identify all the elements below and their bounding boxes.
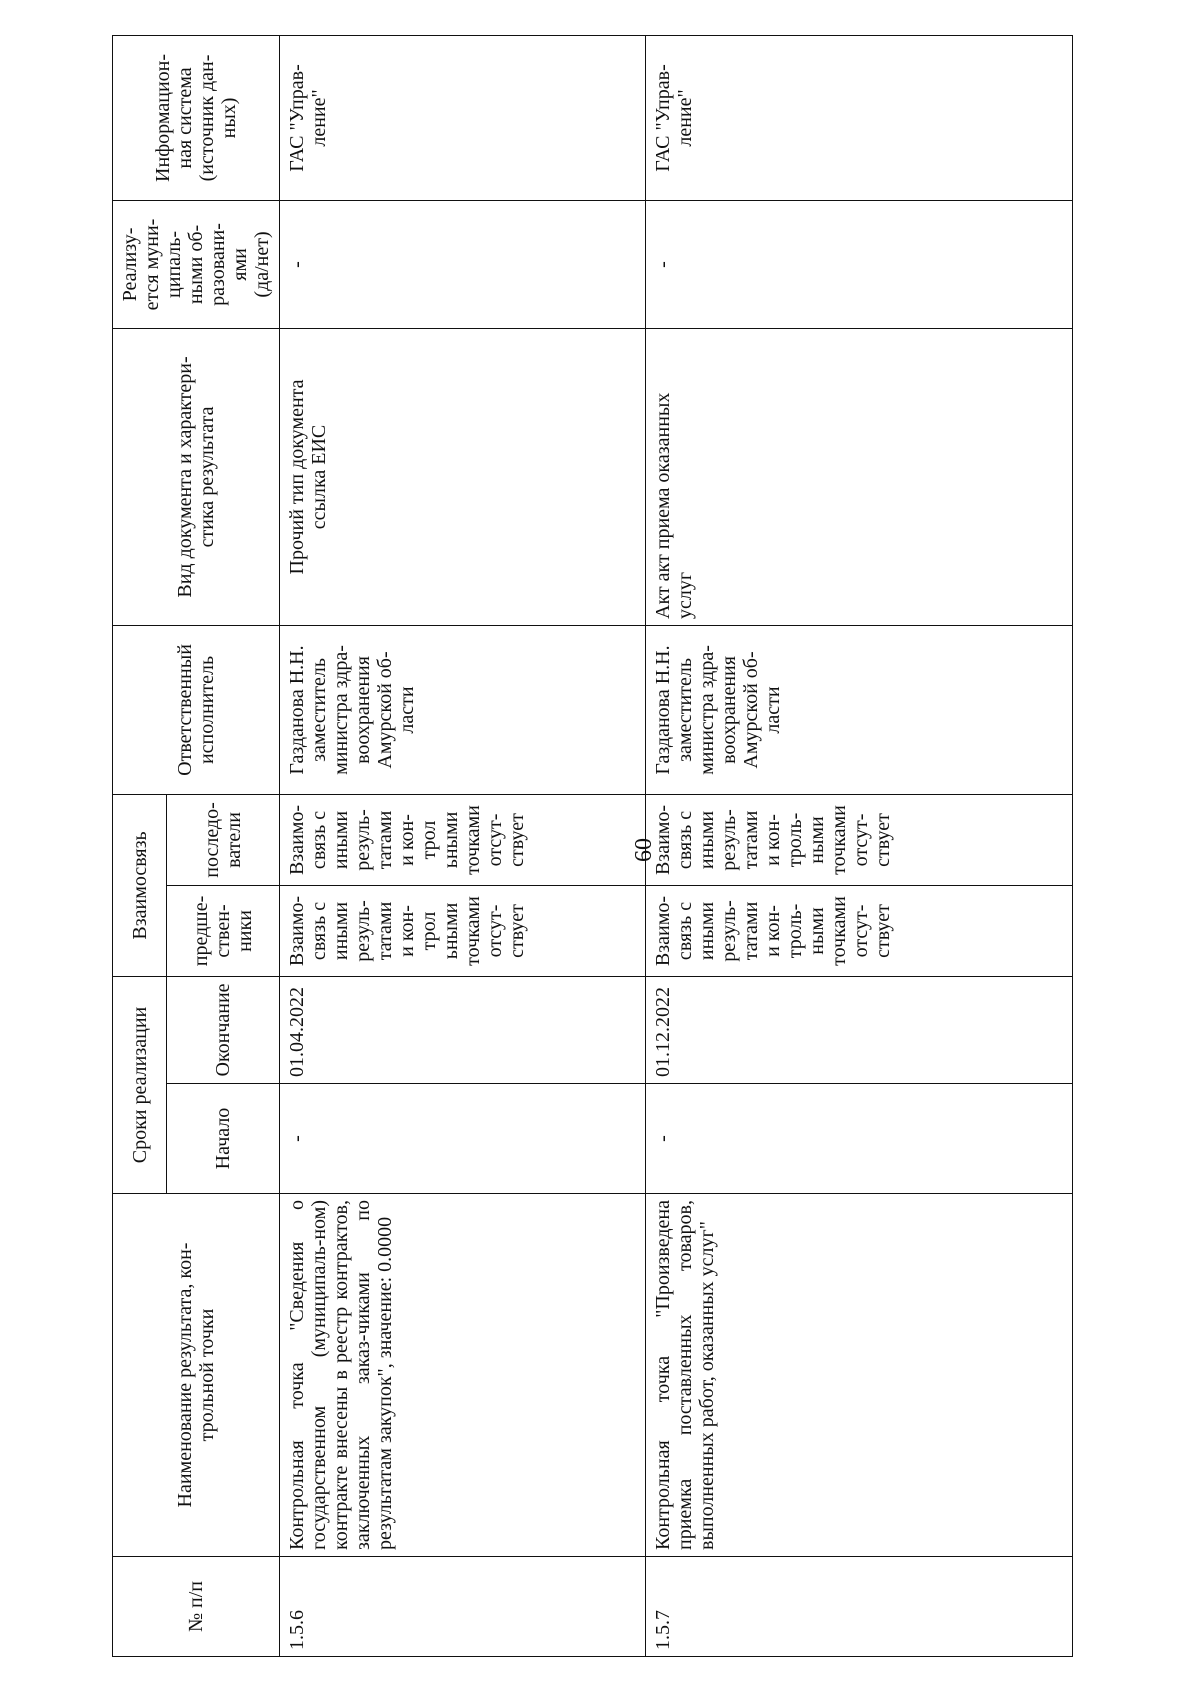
control-points-table	[112, 35, 1073, 1657]
header-start: Начало	[167, 1084, 280, 1194]
row-start: -	[646, 1084, 1073, 1194]
header-num: № п/п	[113, 1557, 280, 1657]
row-info-system: ГАС "Управ- ление"	[280, 35, 646, 200]
row-doc-type: Акт акт приема оказанных услуг	[646, 328, 1073, 625]
header-responsible: Ответственный исполнитель	[113, 625, 280, 794]
row-name: Контрольная точка "Произведена приемка поставленных товаров, выполненных работ, оказанных услуг"	[646, 1194, 1073, 1557]
row-doc-type: Прочий тип документа ссылка ЕИС	[280, 328, 646, 625]
header-successors: последо- ватели	[167, 794, 280, 885]
row-info-system: ГАС "Управ- ление"	[646, 35, 1073, 200]
row-predecessors: Взаимо- связь с иными резуль- татами и кон- троль- ными точками отсут- ствует	[646, 885, 1073, 976]
header-doc-type: Вид документа и характери- стика результата	[113, 328, 280, 625]
header-name: Наименование результата, кон- трольной точки	[113, 1194, 280, 1557]
row-end: 01.12.2022	[646, 976, 1073, 1083]
header-row-top	[113, 35, 167, 1656]
row-municipal: -	[280, 200, 646, 328]
row-num: 1.5.6	[280, 1557, 646, 1657]
row-name: Контрольная точка "Сведения о государственном (муниципаль-ном) контракте внесены в реестр контрактов, заключенных заказ-чиками по результатам закупок", значение: 0.0000	[280, 1194, 646, 1557]
row-end: 01.04.2022	[280, 976, 646, 1083]
table-row	[646, 35, 1073, 1656]
row-municipal: -	[646, 200, 1073, 328]
header-relation: Взаимосвязь	[113, 794, 167, 976]
page-number: 60	[631, 838, 657, 862]
header-end: Окончание	[167, 976, 280, 1083]
header-predecessors: предше- ствен- ники	[167, 885, 280, 976]
row-responsible: Газданова Н.Н. заместитель министра здра- воохранения Амурской об- ласти	[280, 625, 646, 794]
row-successors: Взаимо- связь с иными резуль- татами и кон- троль- ными точками отсут- ствует	[646, 794, 1073, 885]
header-info-system: Информацион- ная система (источник дан- ных)	[113, 35, 280, 200]
row-responsible: Газданова Н.Н. заместитель министра здра- воохранения Амурской об- ласти	[646, 625, 1073, 794]
row-num: 1.5.7	[646, 1557, 1073, 1657]
header-municipal: Реализу- ется муни- ципаль- ными об- разовани- ями (да/нет)	[113, 200, 280, 328]
table-row	[280, 35, 646, 1656]
row-start: -	[280, 1084, 646, 1194]
rotated-table-container	[112, 36, 1065, 1657]
row-predecessors: Взаимо- связь с иными резуль- татами и кон- трол ьными точками отсут- ствует	[280, 885, 646, 976]
row-successors: Взаимо- связь с иными резуль- татами и кон- трол ьными точками отсут- ствует	[280, 794, 646, 885]
header-terms: Сроки реализации	[113, 976, 167, 1193]
